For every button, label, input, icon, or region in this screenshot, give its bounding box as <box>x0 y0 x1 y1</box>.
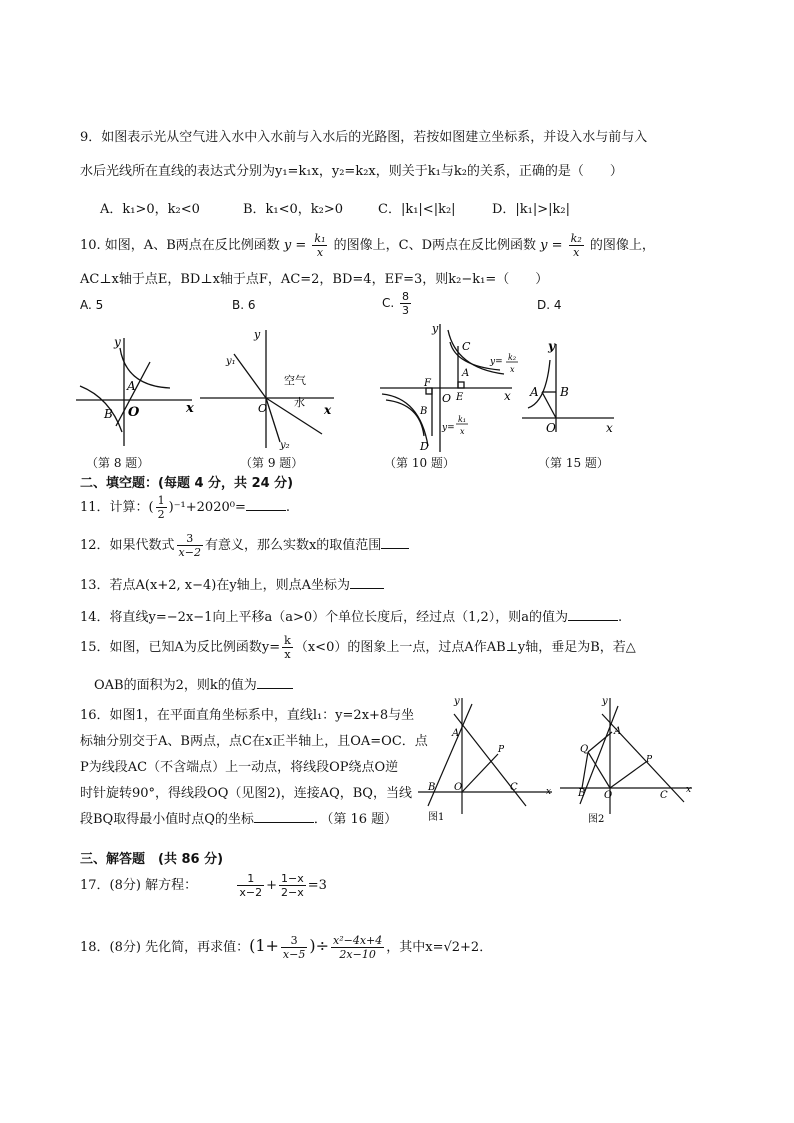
svg-text:C: C <box>510 782 518 793</box>
svg-text:C: C <box>660 790 668 801</box>
q15-line2-text: OAB的面积为2，则k的值为 <box>94 678 257 693</box>
q16-line5 <box>80 808 397 827</box>
q17 <box>80 872 327 899</box>
q10-option-c-label: C. <box>382 296 395 310</box>
q17-eq: =3 <box>307 878 327 893</box>
fig10-k2-label: k₂ <box>508 353 517 362</box>
svg-text:A: A <box>530 385 539 399</box>
fig9-air-label: 空气 <box>284 374 306 387</box>
q10-line1 <box>80 232 655 259</box>
q12-num: 3 <box>177 532 203 546</box>
fig16b-aq <box>588 732 612 752</box>
q9-option-d: D．|k₁|>|k₂| <box>492 202 571 217</box>
q11-den: 2 <box>157 508 165 521</box>
q18-f1-den: x−5 <box>282 948 306 961</box>
q17-f1-den: x−2 <box>239 886 263 899</box>
fig10-y-label-2: y= <box>490 357 503 367</box>
q16-line4: 时针旋转90°，得线段OQ（见图2)，连接AQ，BQ，当线 <box>80 786 412 801</box>
q9-option-b: B．k₁<0，k₂>0 <box>243 202 344 217</box>
q18-f2-num: x²−4x+4 <box>333 934 383 947</box>
svg-text:E: E <box>456 392 464 403</box>
section-solve: 三、解答题 (共 86 分) <box>80 852 224 867</box>
q13-answer-blank[interactable] <box>350 576 384 589</box>
section-fill-in: 二、填空题：(每题 4 分，共 24 分) <box>80 476 294 491</box>
q16-line5-text: 段BQ取得最小值时点Q的坐标 <box>80 812 254 827</box>
q13 <box>80 574 384 593</box>
q11-num: 1 <box>157 494 165 507</box>
q15-line1 <box>80 634 636 661</box>
fig10-den-2: x <box>510 365 515 374</box>
q10-option-c-den: 3 <box>402 304 410 317</box>
q10-frac-k2 <box>569 232 584 259</box>
q15-line2 <box>94 674 293 693</box>
svg-text:A: A <box>127 379 136 393</box>
svg-text:x: x <box>186 401 194 416</box>
svg-text:A: A <box>452 728 460 739</box>
fig16b-op <box>610 762 646 788</box>
caption-q15: （第 15 题） <box>538 456 609 470</box>
q12-answer-blank[interactable] <box>381 536 409 549</box>
q18-post: ，其中x=√2+2． <box>386 940 493 955</box>
figure-q15 <box>518 336 620 436</box>
figure-q16-1 <box>414 694 556 826</box>
svg-text:O: O <box>454 782 463 793</box>
q12-pre: 12．如果代数式 <box>80 538 175 553</box>
q10-frac-k2-num: k₂ <box>570 232 582 245</box>
svg-text:O: O <box>546 421 556 435</box>
q12-post: 有意义，那么实数x的取值范围 <box>204 538 382 553</box>
svg-text:O: O <box>442 392 452 405</box>
q12-frac <box>177 532 203 559</box>
svg-text:y: y <box>454 696 460 707</box>
caption-q10: （第 10 题） <box>384 456 455 470</box>
q10-option-d: D. 4 <box>537 298 562 312</box>
figure-q16-2 <box>556 692 696 826</box>
q15-post: （x<0）的图象上一点，过点A作AB⊥y轴，垂足为B，若△ <box>294 640 636 655</box>
q10-line1-pre: 10. 如图，A、B两点在反比例函数 <box>80 238 280 253</box>
q18-frac-1 <box>281 934 307 961</box>
svg-text:O: O <box>604 790 613 801</box>
q17-frac-2 <box>279 872 306 899</box>
fig10-curve-d <box>382 394 428 446</box>
figure-q8 <box>70 326 200 454</box>
svg-text:Q: Q <box>580 744 589 755</box>
fig16a-label: 图1 <box>428 812 445 823</box>
q14-end: . <box>618 610 623 625</box>
svg-text:A: A <box>462 368 470 379</box>
fig10-den-1: x <box>460 427 465 436</box>
q10-option-c-num: 8 <box>402 290 410 303</box>
q10-y-eq-1: y = <box>283 238 307 253</box>
q11 <box>80 494 290 521</box>
q10-option-c <box>382 290 413 317</box>
q10-option-c-frac <box>400 290 411 317</box>
svg-text:x: x <box>606 421 613 435</box>
svg-text:B: B <box>578 788 586 799</box>
q10-line1-mid: 的图像上，C、D两点在反比例函数 <box>333 238 536 253</box>
q17-pre: 17．(8分) 解方程： <box>80 878 198 893</box>
svg-text:y: y <box>602 696 608 707</box>
q11-frac <box>156 494 167 521</box>
svg-text:x: x <box>546 787 552 797</box>
q13-text: 13．若点A(x+2, x−4)在y轴上，则点A坐标为 <box>80 578 351 593</box>
svg-text:P: P <box>498 745 505 755</box>
q17-f2-num: 1−x <box>281 872 304 885</box>
q10-option-a: A. 5 <box>80 298 104 312</box>
q11-end: . <box>285 500 290 515</box>
q15-answer-blank[interactable] <box>257 676 293 689</box>
svg-text:O: O <box>258 402 268 415</box>
q9-option-c: C．|k₁|<|k₂| <box>378 202 456 217</box>
fig15-ao <box>542 392 556 418</box>
q15-den: x <box>284 648 291 661</box>
svg-text:x: x <box>686 785 692 795</box>
svg-text:x: x <box>324 403 332 417</box>
q18 <box>80 934 492 961</box>
svg-text:B: B <box>420 406 428 417</box>
svg-text:B: B <box>428 782 436 793</box>
q15-num: k <box>284 634 291 647</box>
q16-line2: 标轴分别交于A、B两点，点C在x正半轴上，且OA=OC．点 <box>80 734 428 749</box>
svg-text:A: A <box>614 726 622 737</box>
q18-close: )÷ <box>309 936 329 955</box>
q10-line2: AC⊥x轴于点E，BD⊥x轴于点F，AC=2，BD=4，EF=3，则k₂−k₁=（ ） <box>80 272 549 287</box>
q9-option-a: A．k₁>0，k₂<0 <box>100 202 200 217</box>
fig8-curve-2 <box>80 386 122 432</box>
fig16b-line-l1 <box>580 706 618 804</box>
svg-text:y₁: y₁ <box>226 356 236 367</box>
q16-line1: 16．如图1，在平面直角坐标系中，直线l₁：y=2x+8与坐 <box>80 708 415 723</box>
svg-text:y₂: y₂ <box>280 440 290 451</box>
q14 <box>80 606 622 625</box>
svg-text:B: B <box>104 407 113 421</box>
fig10-curve-c <box>448 330 504 374</box>
fig16b-oq <box>588 752 610 788</box>
q10-y-eq-2: y = <box>540 238 563 253</box>
q10-line1-post: 的图像上， <box>589 238 655 253</box>
q14-text: 14．将直线y=−2x−1向上平移a（a>0）个单位长度后，经过点（1,2），则a的值为 <box>80 610 569 625</box>
svg-text:x: x <box>504 389 511 403</box>
q18-frac-2 <box>331 934 384 961</box>
caption-q8: （第 8 题） <box>86 456 150 470</box>
fig16a-op <box>462 754 498 792</box>
q16-line5-end: ．（第 16 题） <box>313 812 398 827</box>
svg-text:D: D <box>420 440 429 453</box>
fig10-k1-label: k₁ <box>458 415 467 424</box>
q10-frac-k2-den: x <box>573 246 580 259</box>
q11-post: )⁻¹+2020⁰= <box>168 500 246 515</box>
caption-q9: （第 9 题） <box>240 456 304 470</box>
svg-text:F: F <box>424 378 431 389</box>
q10-option-b: B. 6 <box>232 298 256 312</box>
fig16b-bq <box>582 752 588 788</box>
q14-answer-blank[interactable] <box>568 608 618 621</box>
q16-line3: P为线段AC（不含端点）上一动点，将线段OP绕点O逆 <box>80 760 399 775</box>
svg-text:B: B <box>560 385 569 399</box>
q18-f2-den: 2x−10 <box>339 948 376 961</box>
q10-frac-k1-den: x <box>316 246 324 259</box>
fig9-ray-refracted <box>266 398 280 442</box>
q9-line2: 水后光线所在直线的表达式分别为y₁=k₁x，y₂=k₂x，则关于k₁与k₂的关系，正确的是（ ） <box>80 164 623 179</box>
q9-line1: 9．如图表示光从空气进入水中入水前与入水后的光路图，若按如图建立坐标系，并设入水与前与入 <box>80 130 648 145</box>
q15-pre: 15．如图，已知A为反比例函数y= <box>80 640 281 655</box>
q10-frac-k1-num: k₁ <box>314 232 326 245</box>
q17-f1-num: 1 <box>237 872 264 886</box>
q18-pre: 18．(8分) 先化简，再求值： <box>80 940 250 955</box>
fig10-right-angle-e <box>458 382 464 388</box>
q18-f1-num: 3 <box>281 934 307 948</box>
fig16b-label: 图2 <box>588 814 605 825</box>
fig9-water-label: 水 <box>294 396 305 409</box>
q11-answer-blank[interactable] <box>246 498 286 511</box>
figure-q9 <box>196 324 338 456</box>
svg-text:y: y <box>548 339 555 353</box>
fig10-curve-b <box>386 400 424 436</box>
svg-text:P: P <box>646 755 653 765</box>
fig9-ray-in <box>234 354 266 398</box>
q11-pre: 11．计算：( <box>80 500 154 515</box>
q17-plus: + <box>266 878 278 893</box>
q10-frac-k1 <box>312 232 327 259</box>
fig10-y-label-1: y= <box>442 423 455 433</box>
svg-text:y: y <box>114 335 121 349</box>
q12-den: x−2 <box>178 546 201 559</box>
svg-text:y: y <box>254 328 261 341</box>
svg-text:C: C <box>462 340 471 353</box>
q16-answer-blank[interactable] <box>254 810 314 823</box>
q17-frac-1 <box>237 872 264 899</box>
svg-text:O: O <box>128 405 140 420</box>
q12 <box>80 532 409 559</box>
q17-f2-den: 2−x <box>281 886 304 899</box>
svg-text:y: y <box>432 322 439 335</box>
q15-frac <box>282 634 293 661</box>
q18-open: (1+ <box>249 936 279 955</box>
figure-q10 <box>376 318 524 458</box>
